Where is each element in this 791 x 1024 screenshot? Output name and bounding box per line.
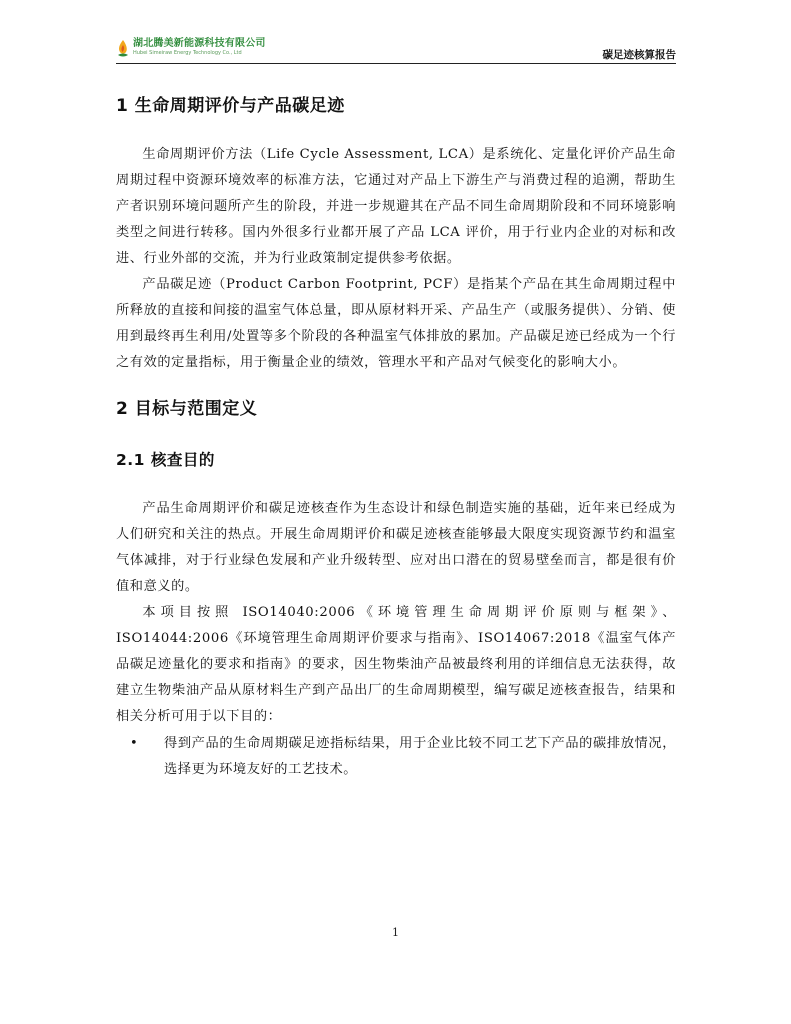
company-name-cn: 湖北腾美新能源科技有限公司 (133, 38, 266, 49)
section-1-heading: 1 生命周期评价与产品碳足迹 (116, 96, 345, 116)
list-item (116, 731, 676, 783)
section-2-1-heading: 2.1 核查目的 (116, 451, 215, 469)
report-title: 碳足迹核算报告 (602, 49, 676, 61)
main-content (116, 88, 676, 783)
page-number: 1 (392, 926, 399, 939)
flame-leaf-icon (116, 39, 130, 59)
page-header (116, 38, 676, 64)
company-logo (116, 38, 266, 59)
section-2-heading: 2 目标与范围定义 (116, 399, 258, 419)
paragraph-pcf: 产品碳足迹（Product Carbon Footprint, PCF）是指某个产品在其生命周期过程中所释放的直接和间接的温室气体总量，即从原材料开采、产品生产（或服务提供）、分销、使用到最终再生利用/处置等多个阶段的各种温室气体排放的累加。产品碳足迹已经成为一个行之有效的定量指标，用于衡量企业的绩效，管理水平和产品对气候变化的影响大小。 (116, 277, 676, 370)
header-divider (116, 63, 676, 64)
company-name-en: Hubei Simeiraw Energy Technology Co., Ltd (133, 50, 242, 56)
paragraph-purpose: 产品生命周期评价和碳足迹核查作为生态设计和绿色制造实施的基础，近年来已经成为人们研究和关注的热点。开展生命周期评价和碳足迹核查能够最大限度实现资源节约和温室气体减排，对于行业绿色发展和产业升级转型、应对出口潜在的贸易壁垒而言，都是很有价值和意义的。 (116, 501, 676, 594)
paragraph-lca: 生命周期评价方法（Life Cycle Assessment, LCA）是系统化、定量化评价产品生命周期过程中资源环境效率的标准方法，它通过对产品上下游生产与消费过程的追溯，帮助生产者识别环境问题所产生的阶段，并进一步规避其在产品不同生命周期阶段和不同环境影响类型之间进行转移。国内外很多行业都开展了产品 LCA 评价，用于行业内企业的对标和改进、行业外部的交流，并为行业政策制定提供参考依据。 (116, 147, 676, 266)
list-item-text: 得到产品的生命周期碳足迹指标结果，用于企业比较不同工艺下产品的碳排放情况，选择更为环境友好的工艺技术。 (164, 736, 676, 777)
bullet-icon: • (130, 736, 139, 751)
paragraph-standards: 本项目按照 ISO14040:2006《环境管理生命周期评价原则与框架》、ISO14044:2006《环境管理生命周期评价要求与指南》、ISO14067:2018《温室气体产品碳足迹量化的要求和指南》的要求，因生物柴油产品被最终利用的详细信息无法获得，故建立生物柴油产品从原材料生产到产品出厂的生命周期模型，编写碳足迹核查报告，结果和相关分析可用于以下目的： (116, 605, 676, 724)
purpose-list (116, 731, 676, 783)
